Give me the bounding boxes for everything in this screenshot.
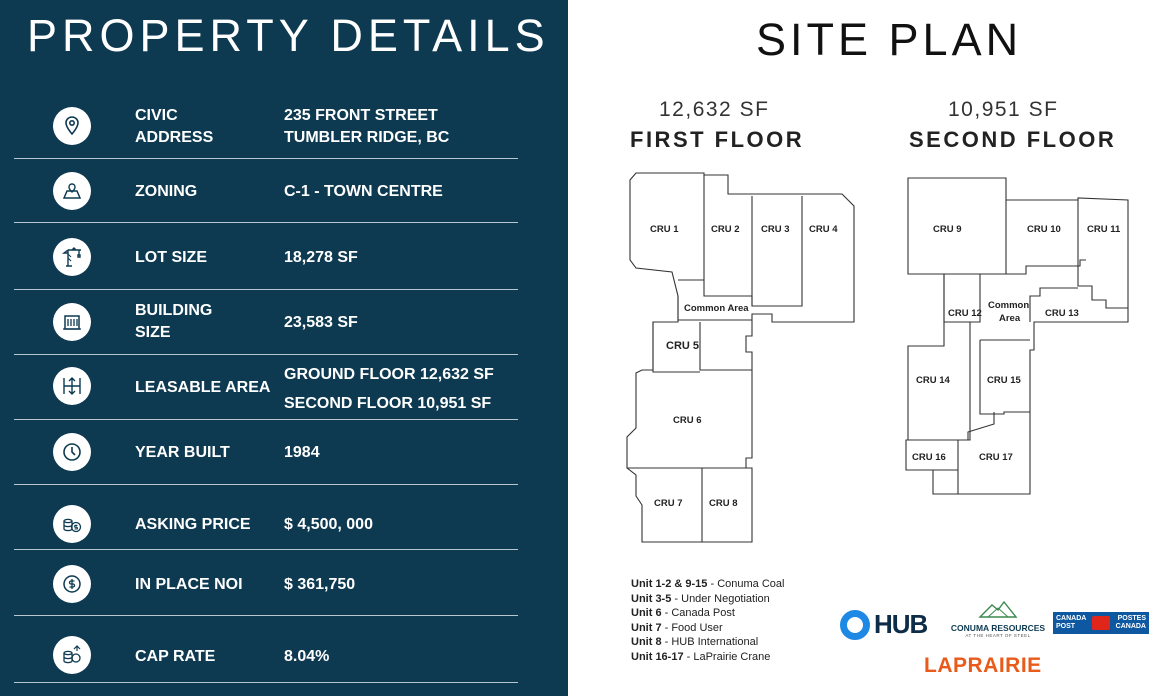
hub-logo	[840, 609, 927, 640]
cru-15-label: CRU 15	[987, 375, 1021, 386]
cru-8-label: CRU 8	[709, 498, 738, 509]
cru-11-label: CRU 11	[1087, 224, 1121, 235]
civic-address-label: CIVIC ADDRESS	[135, 107, 214, 146]
civic-address-row	[14, 96, 518, 159]
cru-9-label: CRU 9	[933, 224, 962, 235]
zoning-label: ZONING	[135, 183, 198, 200]
property-details-title: PROPERTY DETAILS	[27, 10, 550, 61]
clock-icon	[53, 433, 91, 471]
legend-item: Unit 16-17 - LaPrairie Crane	[631, 650, 771, 663]
zoning-value: C-1 - TOWN CENTRE	[284, 183, 443, 200]
building-size-value: 23,583 SF	[284, 314, 358, 331]
zoning-row	[14, 159, 518, 223]
site-plan-title: SITE PLAN	[756, 14, 1023, 65]
coins-growth-icon	[53, 636, 91, 674]
year-built-value: 1984	[284, 444, 320, 461]
cru-4-label: CRU 4	[809, 224, 838, 235]
building-size-row	[14, 290, 518, 355]
cru-16-label: CRU 16	[912, 452, 946, 463]
second-floor-area: 10,951 SF	[948, 98, 1059, 121]
cap-rate-value: 8.04%	[284, 648, 330, 665]
conuma-name: CONUMA RESOURCES	[950, 623, 1046, 633]
canada-post-mark-icon	[1092, 616, 1110, 630]
second-floor-label: SECOND FLOOR	[909, 127, 1117, 152]
year-built-row	[14, 420, 518, 485]
first-floor-wall	[700, 322, 752, 370]
in-place-noi-label: IN PLACE NOI	[135, 576, 243, 593]
cru-7-label: CRU 7	[654, 498, 683, 509]
first-floor-wall	[752, 196, 802, 306]
canada-post-english: CANADA POST	[1056, 614, 1087, 630]
legend-item: Unit 3-5 - Under Negotiation	[631, 592, 770, 605]
area-measure-icon	[53, 367, 91, 405]
lot-size-value: 18,278 SF	[284, 249, 358, 266]
hub-ring-icon	[840, 610, 870, 640]
legend-item: Unit 7 - Food User	[631, 621, 723, 634]
cap-rate-row	[14, 616, 518, 683]
conuma-mountain-icon	[978, 600, 1018, 618]
first-floor-area: 12,632 SF	[659, 98, 770, 121]
conuma-logo	[950, 600, 1046, 638]
common-area-2-label-line1: Common	[988, 300, 1030, 311]
location-pin-icon	[53, 107, 91, 145]
second-floor-wall	[1006, 260, 1086, 274]
in-place-noi-row	[14, 550, 518, 616]
cru-1-label: CRU 1	[650, 224, 679, 235]
coins-icon	[53, 505, 91, 543]
year-built-label: YEAR BUILT	[135, 444, 230, 461]
property-details-panel	[0, 0, 568, 696]
common-area-2-label-line2: Area	[999, 313, 1021, 324]
in-place-noi-value: $ 361,750	[284, 576, 356, 593]
cru-6-label: CRU 6	[673, 415, 702, 426]
dollar-coin-icon	[53, 565, 91, 603]
first-floor-wall	[678, 175, 704, 280]
cru-12-label: CRU 12	[948, 308, 982, 319]
cru-5-label: CRU 5	[666, 340, 700, 352]
building-size-label: BUILDING SIZE	[135, 302, 213, 341]
cru-2-label: CRU 2	[711, 224, 740, 235]
civic-address-value: 235 FRONT STREET TUMBLER RIDGE, BC	[284, 107, 450, 146]
leasable-area-value: GROUND FLOOR 12,632 SF SECOND FLOOR 10,951 SF	[284, 366, 494, 412]
asking-price-label: ASKING PRICE	[135, 516, 251, 533]
second-floor-wall	[908, 200, 1006, 274]
canada-post-french: POSTES CANADA	[1115, 614, 1146, 630]
map-icon	[53, 172, 91, 210]
site-plan-drawing	[600, 160, 1140, 550]
lot-size-row	[14, 223, 518, 290]
cru-13-label: CRU 13	[1045, 308, 1079, 319]
leasable-area-row	[14, 355, 518, 420]
cap-rate-label: CAP RATE	[135, 648, 216, 665]
hub-logo-text: HUB	[874, 609, 928, 639]
legend-item: Unit 8 - HUB International	[631, 636, 759, 649]
crane-icon	[53, 238, 91, 276]
lot-size-label: LOT SIZE	[135, 249, 207, 266]
asking-price-row	[14, 485, 518, 550]
legend-item: Unit 1-2 & 9-15 - Conuma Coal	[631, 578, 785, 590]
cru-14-label: CRU 14	[916, 375, 950, 386]
tenant-legend	[631, 577, 784, 665]
canada-post-logo	[1053, 612, 1149, 634]
leasable-area-label: LEASABLE AREA	[135, 379, 271, 396]
legend-item: Unit 6 - Canada Post	[631, 607, 735, 620]
cru-10-label: CRU 10	[1027, 224, 1061, 235]
first-floor-label: FIRST FLOOR	[630, 127, 805, 152]
cru-3-label: CRU 3	[761, 224, 790, 235]
asking-price-value: $ 4,500, 000	[284, 516, 373, 533]
laprairie-logo: LAPRAIRIE	[924, 654, 1042, 677]
second-floor-wall	[1078, 200, 1128, 308]
building-icon	[53, 303, 91, 341]
cru-17-label: CRU 17	[979, 452, 1013, 463]
conuma-tagline: AT THE HEART OF STEEL	[965, 633, 1031, 638]
common-area-1-label: Common Area	[684, 303, 749, 314]
